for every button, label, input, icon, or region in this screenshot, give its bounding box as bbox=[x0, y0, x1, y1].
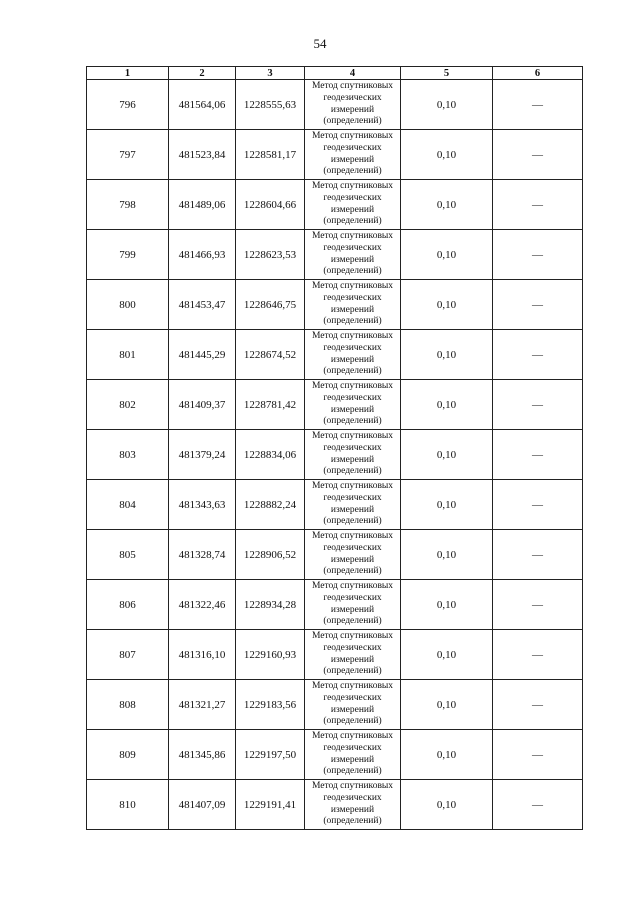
note-cell: — bbox=[493, 330, 583, 380]
table-row bbox=[87, 530, 583, 580]
x-coordinate-cell: 481445,29 bbox=[169, 330, 236, 380]
note-cell: — bbox=[493, 180, 583, 230]
method-line: Метод спутниковых bbox=[311, 331, 394, 342]
y-coordinate-cell: 1229191,41 bbox=[236, 780, 305, 830]
method-line: измерений bbox=[330, 354, 375, 365]
table-row bbox=[87, 280, 583, 330]
method-cell bbox=[305, 530, 401, 580]
x-coordinate-cell: 481489,06 bbox=[169, 180, 236, 230]
x-coordinate-cell: 481453,47 bbox=[169, 280, 236, 330]
table-row bbox=[87, 580, 583, 630]
accuracy-cell: 0,10 bbox=[401, 680, 493, 730]
method-line: (определений) bbox=[323, 366, 382, 377]
point-number-cell: 797 bbox=[87, 130, 169, 180]
x-coordinate-cell: 481466,93 bbox=[169, 230, 236, 280]
point-number-cell: 806 bbox=[87, 580, 169, 630]
method-line: геодезических bbox=[323, 392, 382, 403]
accuracy-cell: 0,10 bbox=[401, 580, 493, 630]
method-line: (определений) bbox=[323, 666, 382, 677]
method-line: (определений) bbox=[323, 116, 382, 127]
method-line: измерений bbox=[330, 804, 375, 815]
method-line: геодезических bbox=[323, 592, 382, 603]
method-line: (определений) bbox=[323, 266, 382, 277]
method-line: измерений bbox=[330, 204, 375, 215]
method-line: Метод спутниковых bbox=[311, 431, 394, 442]
point-number-cell: 799 bbox=[87, 230, 169, 280]
accuracy-cell: 0,10 bbox=[401, 180, 493, 230]
method-cell bbox=[305, 330, 401, 380]
method-line: геодезических bbox=[323, 692, 382, 703]
y-coordinate-cell: 1228623,53 bbox=[236, 230, 305, 280]
coordinates-table bbox=[86, 66, 583, 830]
column-header-1: 1 bbox=[87, 67, 169, 80]
table-row bbox=[87, 380, 583, 430]
table-row bbox=[87, 330, 583, 380]
note-cell: — bbox=[493, 580, 583, 630]
column-header-3: 3 bbox=[236, 67, 305, 80]
method-line: (определений) bbox=[323, 166, 382, 177]
method-line: геодезических bbox=[323, 442, 382, 453]
method-line: измерений bbox=[330, 654, 375, 665]
note-cell: — bbox=[493, 130, 583, 180]
point-number-cell: 804 bbox=[87, 480, 169, 530]
y-coordinate-cell: 1228781,42 bbox=[236, 380, 305, 430]
page-number: 54 bbox=[313, 36, 327, 51]
x-coordinate-cell: 481345,86 bbox=[169, 730, 236, 780]
accuracy-cell: 0,10 bbox=[401, 280, 493, 330]
point-number-cell: 808 bbox=[87, 680, 169, 730]
method-line: геодезических bbox=[323, 192, 382, 203]
method-line: Метод спутниковых bbox=[311, 231, 394, 242]
method-cell bbox=[305, 780, 401, 830]
y-coordinate-cell: 1229197,50 bbox=[236, 730, 305, 780]
x-coordinate-cell: 481523,84 bbox=[169, 130, 236, 180]
accuracy-cell: 0,10 bbox=[401, 230, 493, 280]
accuracy-cell: 0,10 bbox=[401, 380, 493, 430]
y-coordinate-cell: 1228882,24 bbox=[236, 480, 305, 530]
table-row bbox=[87, 480, 583, 530]
table-header-row bbox=[87, 67, 583, 80]
table-body bbox=[87, 80, 583, 830]
accuracy-cell: 0,10 bbox=[401, 430, 493, 480]
table-row bbox=[87, 730, 583, 780]
x-coordinate-cell: 481343,63 bbox=[169, 480, 236, 530]
x-coordinate-cell: 481409,37 bbox=[169, 380, 236, 430]
method-line: геодезических bbox=[323, 542, 382, 553]
column-header-2: 2 bbox=[169, 67, 236, 80]
note-cell: — bbox=[493, 730, 583, 780]
point-number-cell: 802 bbox=[87, 380, 169, 430]
note-cell: — bbox=[493, 630, 583, 680]
method-line: Метод спутниковых bbox=[311, 181, 394, 192]
point-number-cell: 805 bbox=[87, 530, 169, 580]
y-coordinate-cell: 1228674,52 bbox=[236, 330, 305, 380]
point-number-cell: 798 bbox=[87, 180, 169, 230]
x-coordinate-cell: 481328,74 bbox=[169, 530, 236, 580]
x-coordinate-cell: 481321,27 bbox=[169, 680, 236, 730]
method-line: Метод спутниковых bbox=[311, 681, 394, 692]
method-line: измерений bbox=[330, 554, 375, 565]
method-line: Метод спутниковых bbox=[311, 131, 394, 142]
method-cell bbox=[305, 680, 401, 730]
table-row bbox=[87, 680, 583, 730]
method-cell bbox=[305, 430, 401, 480]
method-line: (определений) bbox=[323, 466, 382, 477]
point-number-cell: 809 bbox=[87, 730, 169, 780]
accuracy-cell: 0,10 bbox=[401, 780, 493, 830]
method-cell bbox=[305, 380, 401, 430]
method-line: геодезических bbox=[323, 242, 382, 253]
point-number-cell: 796 bbox=[87, 80, 169, 130]
method-line: Метод спутниковых bbox=[311, 481, 394, 492]
table-row bbox=[87, 230, 583, 280]
x-coordinate-cell: 481564,06 bbox=[169, 80, 236, 130]
method-cell bbox=[305, 580, 401, 630]
method-cell bbox=[305, 80, 401, 130]
column-header-5: 5 bbox=[401, 67, 493, 80]
method-line: геодезических bbox=[323, 92, 382, 103]
method-line: геодезических bbox=[323, 742, 382, 753]
method-line: измерений bbox=[330, 704, 375, 715]
method-cell bbox=[305, 230, 401, 280]
note-cell: — bbox=[493, 780, 583, 830]
method-line: измерений bbox=[330, 254, 375, 265]
accuracy-cell: 0,10 bbox=[401, 630, 493, 680]
method-line: Метод спутниковых bbox=[311, 81, 394, 92]
accuracy-cell: 0,10 bbox=[401, 530, 493, 580]
table-row bbox=[87, 780, 583, 830]
x-coordinate-cell: 481407,09 bbox=[169, 780, 236, 830]
method-line: (определений) bbox=[323, 566, 382, 577]
y-coordinate-cell: 1228834,06 bbox=[236, 430, 305, 480]
method-line: Метод спутниковых bbox=[311, 381, 394, 392]
y-coordinate-cell: 1228934,28 bbox=[236, 580, 305, 630]
table-row bbox=[87, 80, 583, 130]
note-cell: — bbox=[493, 530, 583, 580]
method-line: измерений bbox=[330, 504, 375, 515]
table-row bbox=[87, 180, 583, 230]
y-coordinate-cell: 1229183,56 bbox=[236, 680, 305, 730]
accuracy-cell: 0,10 bbox=[401, 330, 493, 380]
note-cell: — bbox=[493, 230, 583, 280]
accuracy-cell: 0,10 bbox=[401, 480, 493, 530]
column-header-4: 4 bbox=[305, 67, 401, 80]
method-line: Метод спутниковых bbox=[311, 531, 394, 542]
point-number-cell: 803 bbox=[87, 430, 169, 480]
method-line: (определений) bbox=[323, 766, 382, 777]
y-coordinate-cell: 1228604,66 bbox=[236, 180, 305, 230]
method-line: Метод спутниковых bbox=[311, 631, 394, 642]
note-cell: — bbox=[493, 430, 583, 480]
method-cell bbox=[305, 630, 401, 680]
method-cell bbox=[305, 730, 401, 780]
method-line: (определений) bbox=[323, 216, 382, 227]
method-line: (определений) bbox=[323, 616, 382, 627]
method-line: измерений bbox=[330, 404, 375, 415]
note-cell: — bbox=[493, 80, 583, 130]
x-coordinate-cell: 481322,46 bbox=[169, 580, 236, 630]
y-coordinate-cell: 1228581,17 bbox=[236, 130, 305, 180]
method-line: геодезических bbox=[323, 642, 382, 653]
y-coordinate-cell: 1228646,75 bbox=[236, 280, 305, 330]
method-line: измерений bbox=[330, 754, 375, 765]
method-line: (определений) bbox=[323, 316, 382, 327]
note-cell: — bbox=[493, 380, 583, 430]
x-coordinate-cell: 481379,24 bbox=[169, 430, 236, 480]
table-row bbox=[87, 130, 583, 180]
method-line: Метод спутниковых bbox=[311, 581, 394, 592]
method-cell bbox=[305, 280, 401, 330]
method-line: измерений bbox=[330, 304, 375, 315]
accuracy-cell: 0,10 bbox=[401, 130, 493, 180]
column-header-6: 6 bbox=[493, 67, 583, 80]
method-cell bbox=[305, 130, 401, 180]
table-row bbox=[87, 630, 583, 680]
table-row bbox=[87, 430, 583, 480]
method-cell bbox=[305, 480, 401, 530]
method-line: измерений bbox=[330, 454, 375, 465]
method-line: (определений) bbox=[323, 816, 382, 827]
method-line: Метод спутниковых bbox=[311, 281, 394, 292]
method-line: Метод спутниковых bbox=[311, 731, 394, 742]
method-line: геодезических bbox=[323, 142, 382, 153]
point-number-cell: 801 bbox=[87, 330, 169, 380]
y-coordinate-cell: 1228906,52 bbox=[236, 530, 305, 580]
method-line: геодезических bbox=[323, 492, 382, 503]
x-coordinate-cell: 481316,10 bbox=[169, 630, 236, 680]
point-number-cell: 807 bbox=[87, 630, 169, 680]
method-line: измерений bbox=[330, 154, 375, 165]
method-cell bbox=[305, 180, 401, 230]
note-cell: — bbox=[493, 680, 583, 730]
accuracy-cell: 0,10 bbox=[401, 730, 493, 780]
method-line: геодезических bbox=[323, 342, 382, 353]
method-line: Метод спутниковых bbox=[311, 781, 394, 792]
point-number-cell: 800 bbox=[87, 280, 169, 330]
point-number-cell: 810 bbox=[87, 780, 169, 830]
method-line: измерений bbox=[330, 604, 375, 615]
method-line: (определений) bbox=[323, 716, 382, 727]
method-line: измерений bbox=[330, 104, 375, 115]
note-cell: — bbox=[493, 480, 583, 530]
method-line: (определений) bbox=[323, 516, 382, 527]
note-cell: — bbox=[493, 280, 583, 330]
method-line: геодезических bbox=[323, 292, 382, 303]
y-coordinate-cell: 1229160,93 bbox=[236, 630, 305, 680]
method-line: (определений) bbox=[323, 416, 382, 427]
method-line: геодезических bbox=[323, 792, 382, 803]
accuracy-cell: 0,10 bbox=[401, 80, 493, 130]
y-coordinate-cell: 1228555,63 bbox=[236, 80, 305, 130]
